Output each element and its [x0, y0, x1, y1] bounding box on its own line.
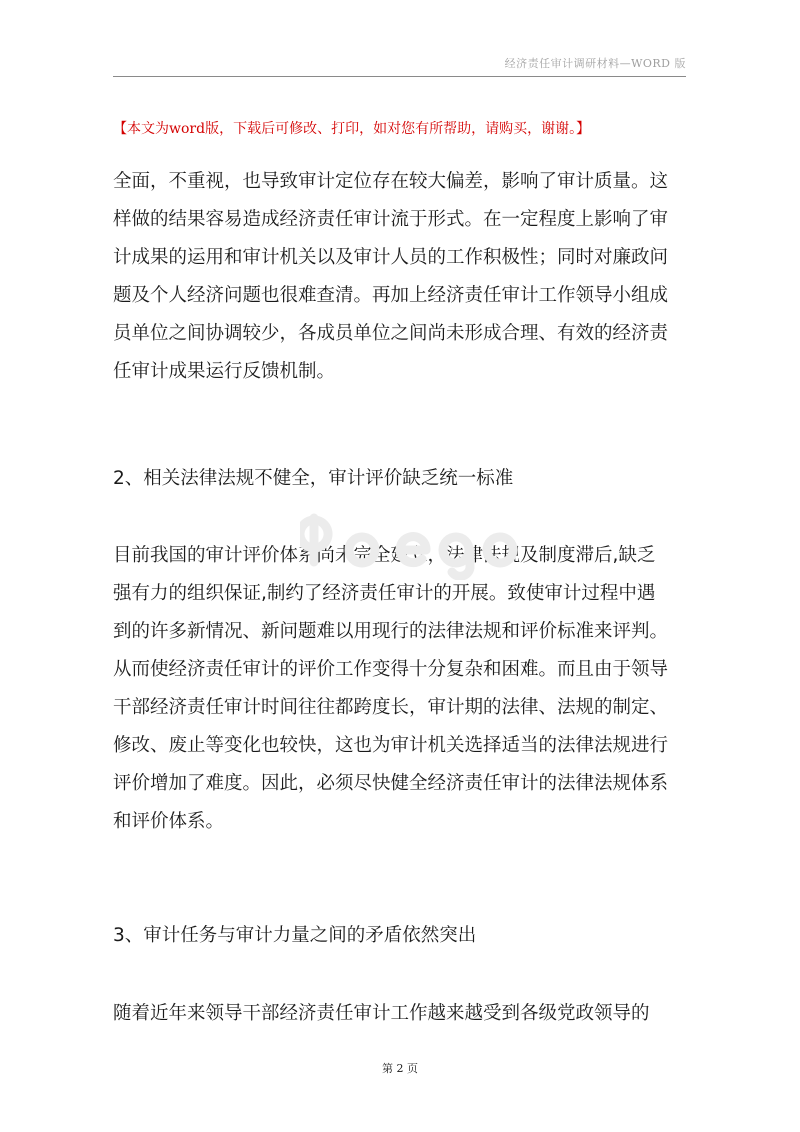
paragraph-1: [113, 163, 688, 391]
paragraph-line: 到的许多新情况、新问题难以用现行的法律法规和评价标准来评判。: [113, 621, 669, 642]
paragraph-line: 从而使经济责任审计的评价工作变得十分复杂和困难。而且由于领导: [113, 659, 669, 680]
paragraph-line: 员单位之间协调较少，各成员单位之间尚未形成合理、有效的经济责: [113, 323, 669, 344]
paragraph-line: 题及个人经济问题也很难查清。再加上经济责任审计工作领导小组成: [113, 285, 669, 306]
page-header: [113, 52, 686, 77]
section-heading-2: 2、相关法律法规不健全，审计评价缺乏统一标准: [113, 468, 514, 489]
paragraph-line: 计成果的运用和审计机关以及审计人员的工作积极性；同时对廉政问: [113, 247, 669, 268]
header-title: 经济责任审计调研材料—WORD 版: [504, 57, 686, 70]
paragraph-3: [113, 995, 688, 1033]
section-heading-3: 3、审计任务与审计力量之间的矛盾依然突出: [113, 925, 477, 946]
paragraph-line: 干部经济责任审计时间往往都跨度长，审计期的法律、法规的制定、: [113, 697, 669, 718]
paragraph-line: 样做的结果容易造成经济责任审计流于形式。在一定程度上影响了审: [113, 209, 669, 230]
paragraph-line: 全面，不重视，也导致审计定位存在较大偏差，影响了审计质量。这: [113, 171, 669, 192]
paragraph-line: 任审计成果运行反馈机制。: [113, 361, 336, 382]
paragraph-line: 目前我国的审计评价体系尚未完全建立，法律法规及制度滞后,缺乏: [113, 545, 656, 566]
paragraph-line: 随着近年来领导干部经济责任审计工作越来越受到各级党政领导的: [113, 1003, 650, 1024]
paragraph-2: [113, 537, 688, 841]
purchase-notice: 【本文为word版，下载后可修改、打印，如对您有所帮助，请购买，谢谢。】: [113, 121, 591, 137]
page-footer: 第 2 页: [382, 1062, 418, 1075]
paragraph-line: 和评价体系。: [113, 811, 225, 832]
paragraph-line: 强有力的组织保证,制约了经济责任审计的开展。致使审计过程中遇: [113, 583, 656, 604]
paragraph-line: 修改、废止等变化也较快，这也为审计机关选择适当的法律法规进行: [113, 735, 669, 756]
paragraph-line: 评价增加了难度。因此，必须尽快健全经济责任审计的法律法规体系: [113, 773, 669, 794]
